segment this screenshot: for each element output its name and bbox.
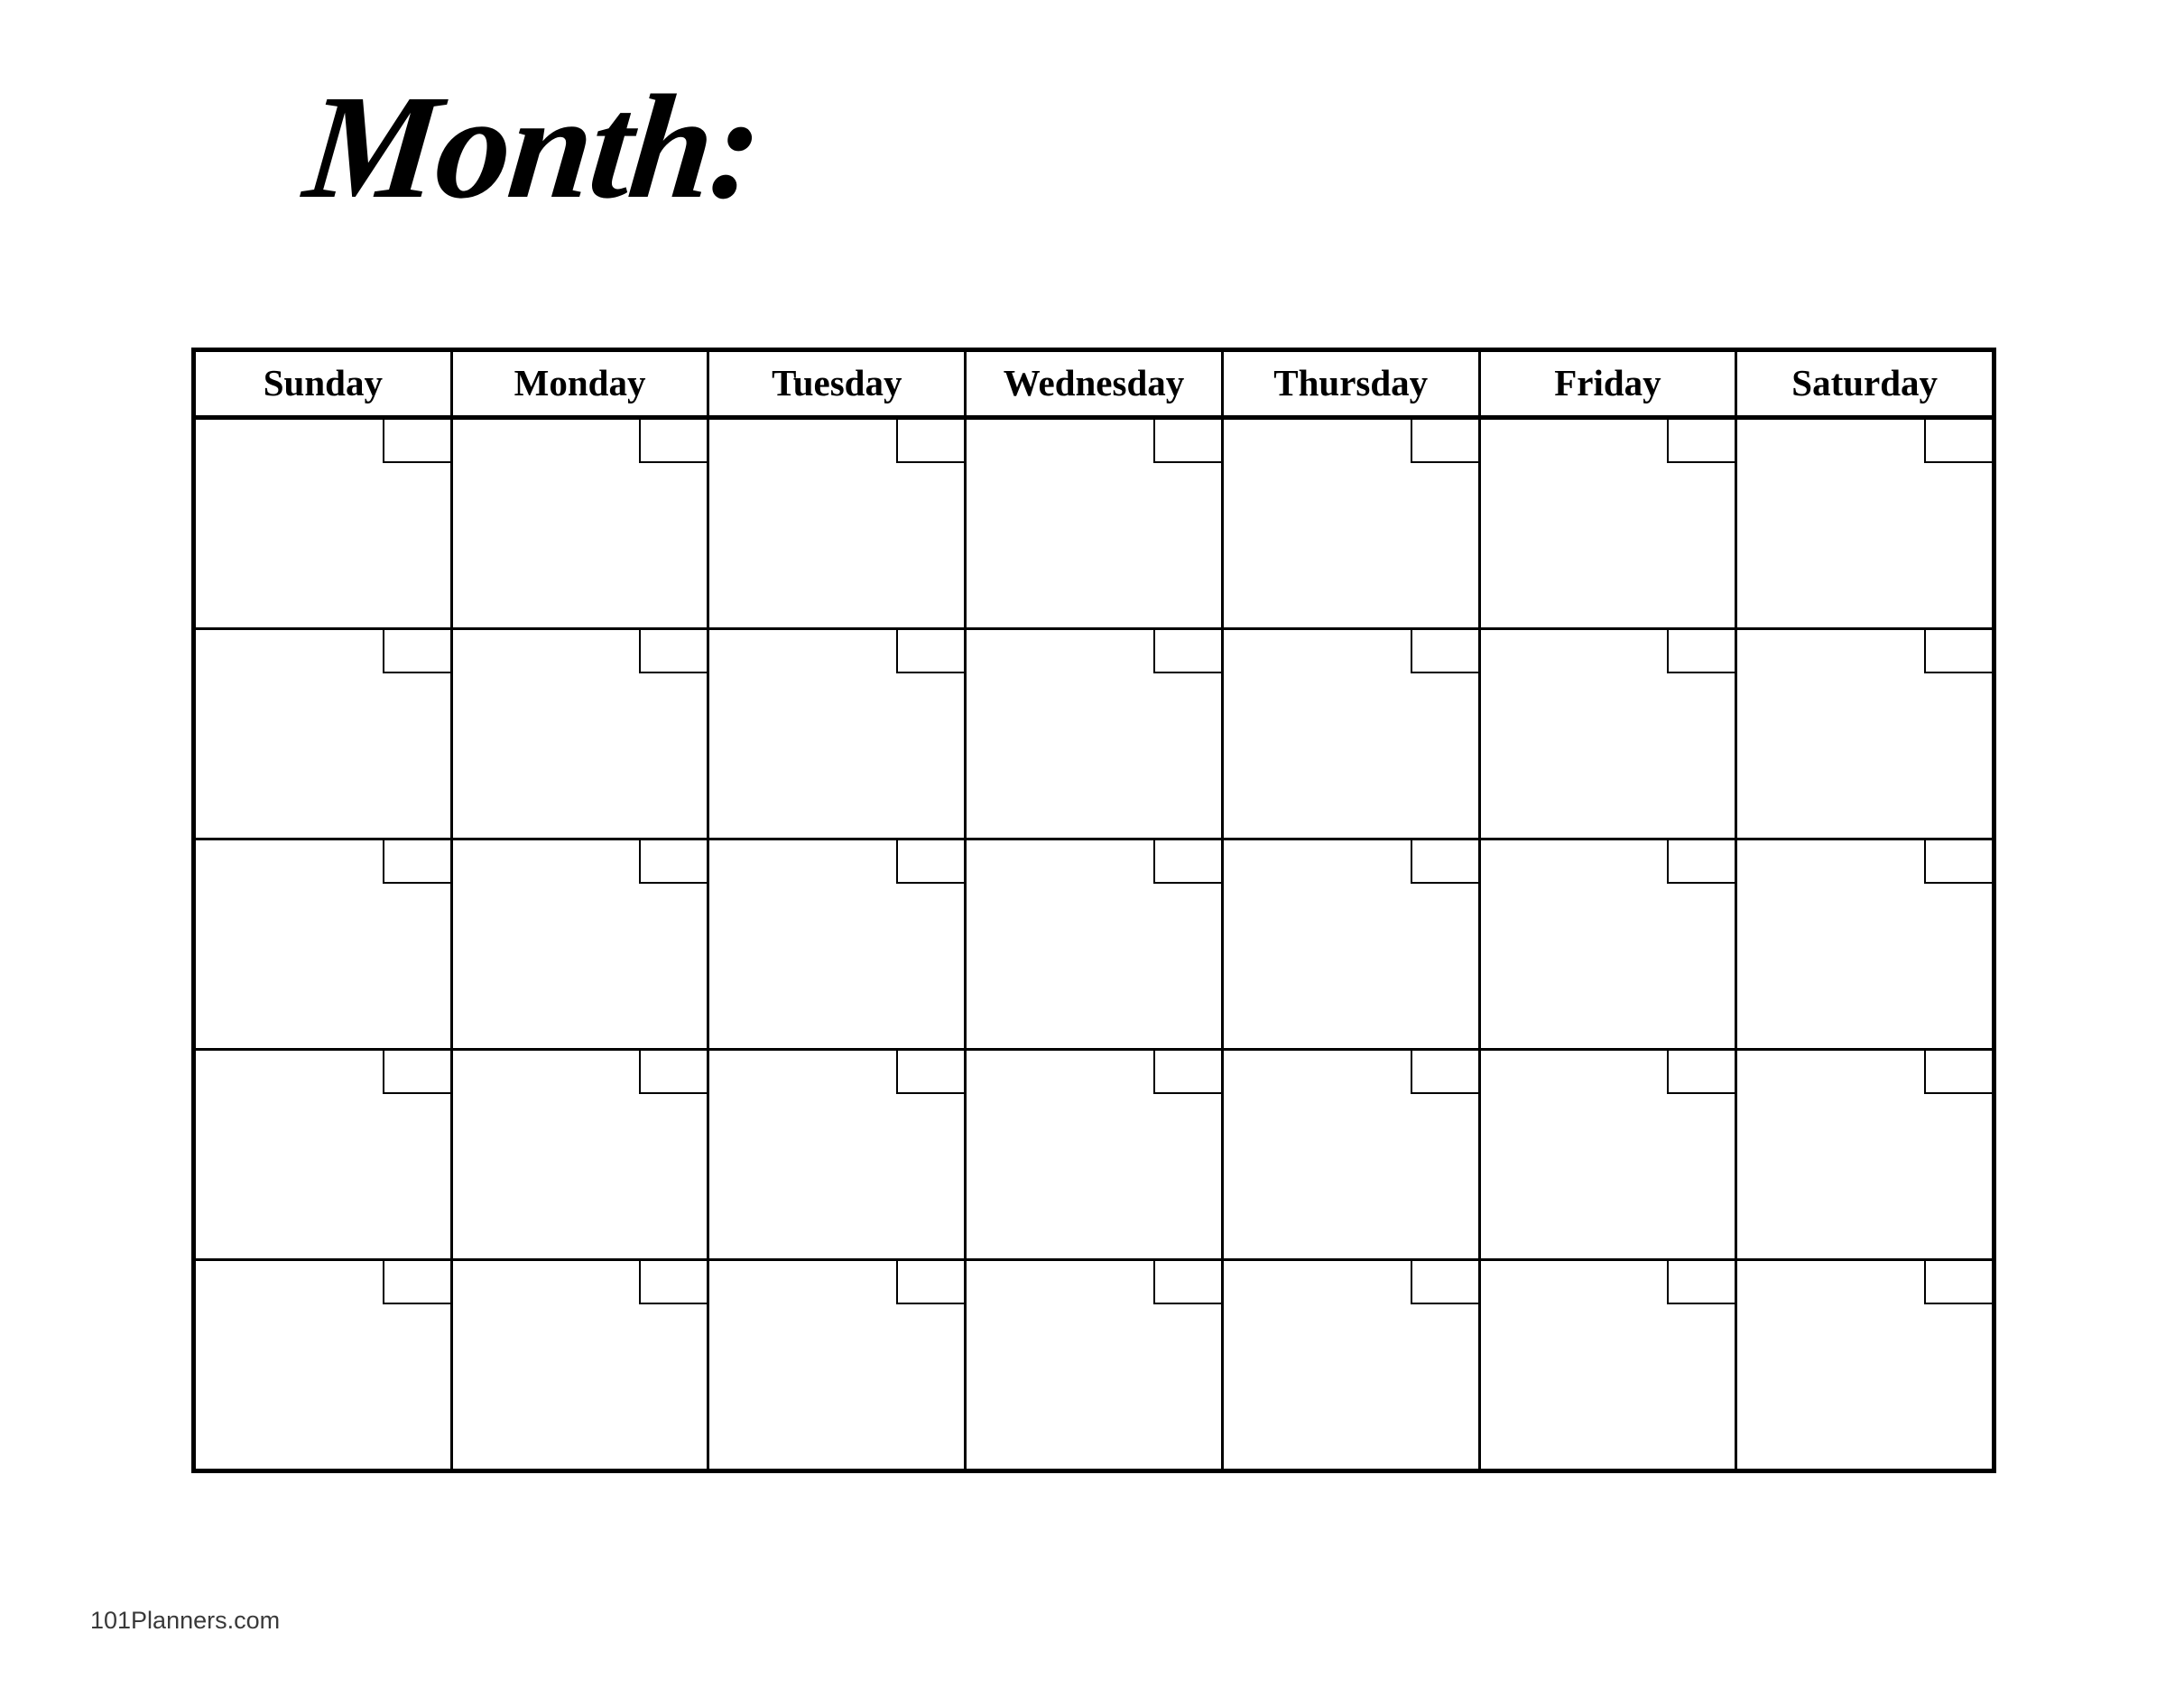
day-cell[interactable] [453, 630, 710, 838]
week-row [196, 420, 1992, 630]
weekday-header-row [196, 352, 1992, 420]
day-cell[interactable] [967, 840, 1224, 1048]
weekday-header-monday: Monday [453, 352, 710, 415]
date-number-box[interactable] [383, 420, 450, 463]
day-cell[interactable] [1224, 630, 1481, 838]
day-cell[interactable] [967, 1051, 1224, 1258]
date-number-box[interactable] [1153, 1051, 1221, 1094]
date-number-box[interactable] [1667, 420, 1735, 463]
day-cell[interactable] [1737, 840, 1992, 1048]
day-cell[interactable] [709, 1261, 967, 1469]
week-row [196, 1261, 1992, 1469]
day-cell[interactable] [1737, 420, 1992, 627]
date-number-box[interactable] [1153, 1261, 1221, 1304]
date-number-box[interactable] [1924, 1261, 1992, 1304]
day-cell[interactable] [1737, 1051, 1992, 1258]
day-cell[interactable] [709, 1051, 967, 1258]
date-number-box[interactable] [383, 1261, 450, 1304]
day-cell[interactable] [196, 1261, 453, 1469]
day-cell[interactable] [967, 630, 1224, 838]
day-cell[interactable] [453, 840, 710, 1048]
weekday-header-thursday: Thursday [1224, 352, 1481, 415]
day-cell[interactable] [1481, 630, 1738, 838]
day-cell[interactable] [967, 1261, 1224, 1469]
day-cell[interactable] [1481, 1051, 1738, 1258]
day-cell[interactable] [1737, 630, 1992, 838]
date-number-box[interactable] [1411, 1261, 1478, 1304]
date-number-box[interactable] [383, 840, 450, 884]
date-number-box[interactable] [1667, 1261, 1735, 1304]
date-number-box[interactable] [383, 1051, 450, 1094]
week-row [196, 630, 1992, 840]
calendar-grid [191, 348, 1996, 1473]
day-cell[interactable] [1481, 1261, 1738, 1469]
day-cell[interactable] [1481, 420, 1738, 627]
site-credit: 101Planners.com [90, 1607, 281, 1634]
page-title: Month: [298, 64, 769, 229]
date-number-box[interactable] [1411, 630, 1478, 673]
weekday-header-wednesday: Wednesday [967, 352, 1224, 415]
date-number-box[interactable] [639, 1261, 707, 1304]
day-cell[interactable] [1224, 1051, 1481, 1258]
date-number-box[interactable] [1667, 1051, 1735, 1094]
day-cell[interactable] [1224, 840, 1481, 1048]
date-number-box[interactable] [896, 630, 964, 673]
week-row [196, 840, 1992, 1051]
day-cell[interactable] [709, 630, 967, 838]
day-cell[interactable] [196, 630, 453, 838]
date-number-box[interactable] [1667, 840, 1735, 884]
date-number-box[interactable] [639, 420, 707, 463]
date-number-box[interactable] [639, 1051, 707, 1094]
day-cell[interactable] [453, 420, 710, 627]
day-cell[interactable] [453, 1051, 710, 1258]
date-number-box[interactable] [1924, 1051, 1992, 1094]
date-number-box[interactable] [1411, 1051, 1478, 1094]
weekday-header-sunday: Sunday [196, 352, 453, 415]
date-number-box[interactable] [1411, 840, 1478, 884]
day-cell[interactable] [196, 840, 453, 1048]
day-cell[interactable] [196, 1051, 453, 1258]
date-number-box[interactable] [896, 1051, 964, 1094]
date-number-box[interactable] [896, 840, 964, 884]
day-cell[interactable] [967, 420, 1224, 627]
day-cell[interactable] [453, 1261, 710, 1469]
weekday-header-saturday: Saturday [1791, 362, 1939, 403]
day-cell[interactable] [1481, 840, 1738, 1048]
date-number-box[interactable] [896, 1261, 964, 1304]
date-number-box[interactable] [1411, 420, 1478, 463]
day-cell[interactable] [709, 420, 967, 627]
date-number-box[interactable] [383, 630, 450, 673]
date-number-box[interactable] [1667, 630, 1735, 673]
date-number-box[interactable] [1924, 840, 1992, 884]
weekday-header-tuesday: Tuesday [709, 352, 967, 415]
date-number-box[interactable] [1924, 630, 1992, 673]
date-number-box[interactable] [1153, 840, 1221, 884]
date-number-box[interactable] [896, 420, 964, 463]
date-number-box[interactable] [1153, 630, 1221, 673]
date-number-box[interactable] [639, 630, 707, 673]
week-row [196, 1051, 1992, 1261]
weekday-header-friday: Friday [1481, 352, 1738, 415]
date-number-box[interactable] [1153, 420, 1221, 463]
day-cell[interactable] [196, 420, 453, 627]
day-cell[interactable] [1224, 1261, 1481, 1469]
date-number-box[interactable] [639, 840, 707, 884]
day-cell[interactable] [1224, 420, 1481, 627]
day-cell[interactable] [709, 840, 967, 1048]
day-cell[interactable] [1737, 1261, 1992, 1469]
date-number-box[interactable] [1924, 420, 1992, 463]
